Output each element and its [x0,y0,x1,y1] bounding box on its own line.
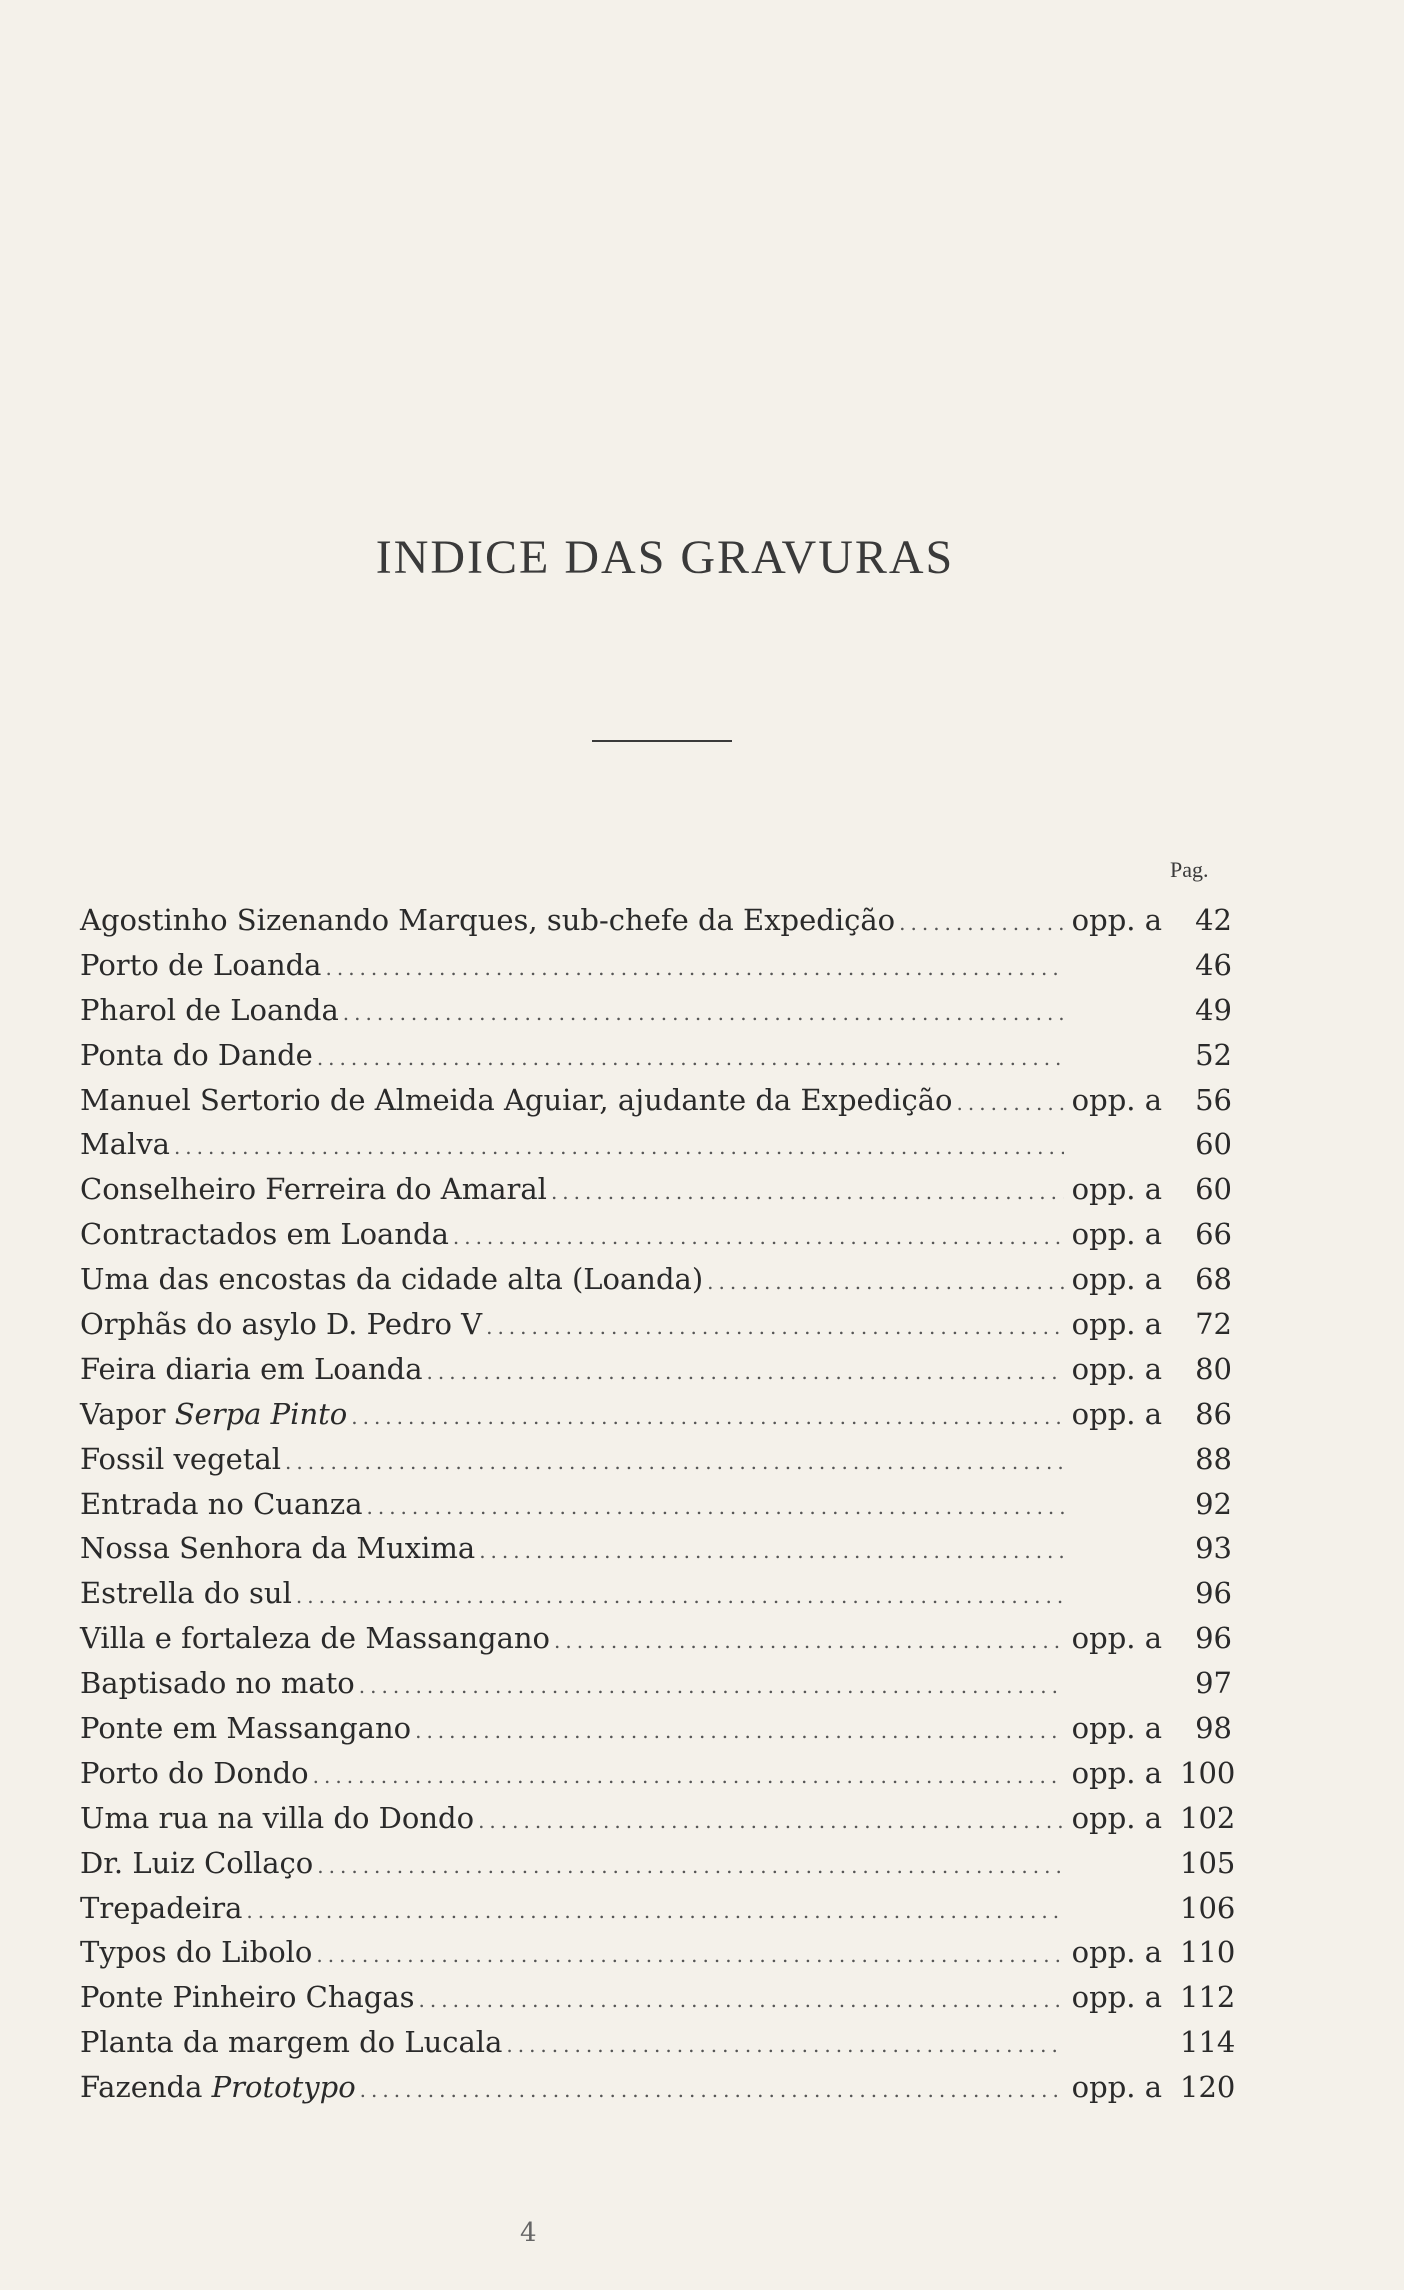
entry-page-number: 56 [1195,1082,1232,1117]
entry-opp-label: opp. a [1071,1396,1162,1431]
dot-leader [246,1889,1064,1934]
page-mark: 4 [520,2218,537,2248]
entry-opp-label: opp. a [1071,1980,1162,2015]
entry-title-italic: Prototypo [211,2070,356,2105]
entry-opp-label: opp. a [1071,1935,1162,1970]
entry-page-number: 49 [1195,992,1232,1027]
dot-leader [325,946,1064,991]
entry-page-number: 68 [1195,1262,1232,1297]
index-entry [80,1616,1232,1661]
entry-opp-label: opp. a [1071,1800,1162,1835]
dot-leader [453,1215,1064,1260]
dot-leader [366,1485,1064,1530]
entry-title-plain: Fazenda [80,2070,212,2105]
dot-leader [360,2068,1064,2113]
index-entry [80,1975,1236,2020]
dot-leader [554,1619,1064,1664]
entry-opp-label: opp. a [1071,2070,1162,2105]
entry-title: Malva [80,1127,170,1162]
entry-page-number: 102 [1180,1800,1236,1835]
entry-title: Uma rua na villa do Dondo [80,1800,475,1835]
entry-page-number: 112 [1180,1980,1236,2015]
index-entry [80,1571,1232,1616]
entry-title: Fossil vegetal [80,1441,282,1476]
entry-page-number: 120 [1180,2070,1236,2105]
illustrations-index [80,898,1236,2110]
dot-leader [174,1125,1064,1170]
dot-leader [419,1978,1064,2023]
entry-page-number: 98 [1195,1711,1232,1746]
dot-leader [478,1799,1064,1844]
dot-leader [313,1754,1064,1799]
entry-title: Ponta do Dande [80,1037,313,1072]
entry-page-number: 72 [1195,1307,1232,1342]
entry-opp-label: opp. a [1071,1217,1162,1252]
index-entry [80,1392,1232,1437]
entry-title: Feira diaria em Loanda [80,1351,423,1386]
entry-title: Ponte em Massangano [80,1711,412,1746]
dot-leader [359,1664,1064,1709]
entry-title: Dr. Luiz Collaço [80,1845,314,1880]
index-entry [80,2065,1236,2110]
entry-page-number: 60 [1195,1172,1232,1207]
dot-leader [343,991,1064,1036]
dot-leader [415,1709,1064,1754]
index-entry [80,1706,1232,1751]
entry-page-number: 100 [1180,1755,1236,1790]
title-divider [592,740,732,742]
page-column-label: Pag. [1170,857,1209,882]
entry-page-number: 66 [1195,1217,1232,1252]
entry-page-number: 96 [1195,1576,1232,1611]
entry-page-number: 52 [1195,1037,1232,1072]
entry-title [80,1392,347,1437]
index-entry [80,1078,1232,1123]
index-entry [80,1751,1236,1796]
entry-page-number: 105 [1180,1845,1236,1880]
entry-page-number: 106 [1180,1890,1236,1925]
index-entry [80,1437,1232,1482]
page-title: INDICE DAS GRAVURAS [375,531,955,584]
dot-leader [551,1170,1064,1215]
index-entry [80,898,1232,943]
entry-page-number: 93 [1195,1531,1232,1566]
dot-leader [506,2023,1064,2068]
entry-title: Pharol de Loanda [80,992,339,1027]
entry-page-number: 88 [1195,1441,1232,1476]
entry-page-number: 86 [1195,1396,1232,1431]
dot-leader [899,901,1064,946]
dot-leader [296,1574,1064,1619]
entry-title-italic: Serpa Pinto [174,1396,348,1431]
entry-title: Ponte Pinheiro Chagas [80,1980,415,2015]
entry-page-number: 46 [1195,947,1232,982]
entry-title: Nossa Senhora da Muxima [80,1531,476,1566]
entry-opp-label: opp. a [1071,1711,1162,1746]
entry-opp-label: opp. a [1071,1621,1162,1656]
index-entry [80,1930,1236,1975]
entry-title: Entrada no Cuanza [80,1486,363,1521]
index-entry [80,1796,1236,1841]
entry-opp-label: opp. a [1071,1082,1162,1117]
entry-opp-label: opp. a [1071,903,1162,937]
dot-leader [957,1081,1064,1126]
dot-leader [486,1305,1064,1350]
index-entry [80,1347,1232,1392]
entry-title: Trepadeira [80,1890,243,1925]
index-entry [80,1167,1232,1212]
dot-leader [351,1395,1064,1440]
entry-title: Porto do Dondo [80,1755,309,1790]
entry-opp-label: opp. a [1071,1351,1162,1386]
entry-page-number: 110 [1180,1935,1236,1970]
entry-title: Agostinho Sizenando Marques, sub-chefe da Expedição [80,903,896,937]
index-entry [80,1841,1236,1886]
index-entry [80,1302,1232,1347]
dot-leader [285,1440,1064,1485]
entry-title: Porto de Loanda [80,947,322,982]
index-entry [80,1257,1232,1302]
entry-opp-label: opp. a [1071,1172,1162,1207]
index-entry [80,1886,1236,1931]
entry-opp-label: opp. a [1071,1755,1162,1790]
index-entry [80,1212,1232,1257]
entry-page-number: 114 [1180,2025,1236,2060]
entry-title [80,2065,356,2110]
entry-title: Villa e fortaleza de Massangano [80,1621,551,1656]
entry-title: Conselheiro Ferreira do Amaral [80,1172,547,1207]
dot-leader [707,1260,1064,1305]
index-entry [80,1661,1232,1706]
index-entry [80,1033,1232,1078]
entry-title: Contractados em Loanda [80,1217,449,1252]
entry-title: Manuel Sertorio de Almeida Aguiar, ajudante da Expedição [80,1082,953,1117]
index-entry [80,1482,1232,1527]
dot-leader [317,1844,1064,1889]
entry-title: Uma das encostas da cidade alta (Loanda) [80,1262,704,1297]
entry-opp-label: opp. a [1071,1307,1162,1342]
entry-title: Baptisado no mato [80,1666,355,1701]
entry-title: Estrella do sul [80,1576,292,1611]
dot-leader [427,1350,1064,1395]
entry-title: Typos do Libolo [80,1935,313,1970]
entry-page-number: 60 [1195,1127,1232,1162]
entry-opp-label: opp. a [1071,1262,1162,1297]
index-entry [80,1526,1232,1571]
entry-page-number: 80 [1195,1351,1232,1386]
dot-leader [316,1933,1064,1978]
index-entry [80,988,1232,1033]
index-entry [80,943,1232,988]
entry-title-plain: Vapor [80,1396,175,1431]
entry-title: Planta da margem do Lucala [80,2025,503,2060]
entry-title: Orphãs do asylo D. Pedro V [80,1307,483,1342]
entry-page-number: 96 [1195,1621,1232,1656]
dot-leader [479,1529,1064,1574]
dot-leader [317,1036,1064,1081]
entry-page-number: 92 [1195,1486,1232,1521]
entry-page-number: 97 [1195,1666,1232,1701]
index-entry [80,1122,1232,1167]
index-entry [80,2020,1236,2065]
entry-page-number: 42 [1195,903,1232,937]
